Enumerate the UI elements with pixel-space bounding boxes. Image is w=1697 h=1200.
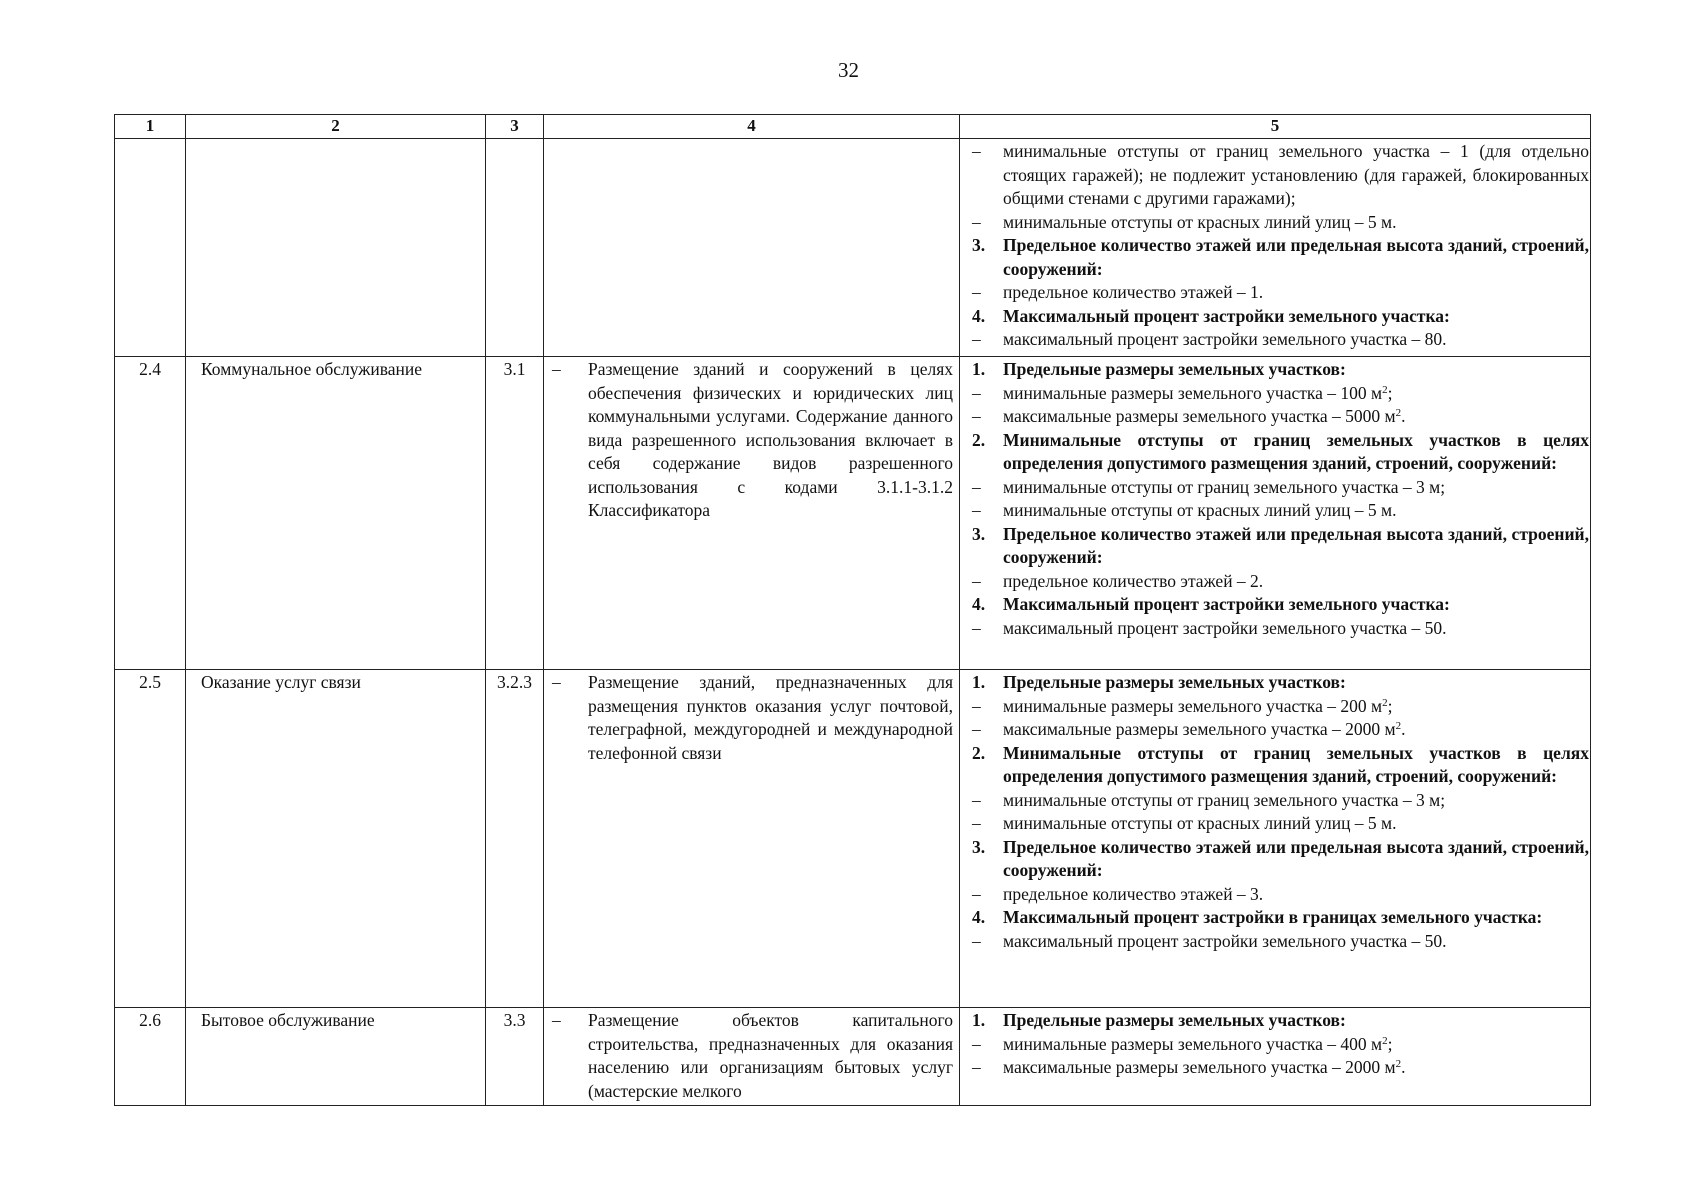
item-text-main: Минимальные отступы от границ земельных участков в целях определения допустимого размещения зданий, строений, сооружений: <box>1003 429 1589 473</box>
item-text-main: предельное количество этажей – 2. <box>1003 570 1264 591</box>
item-text-punctuation: . <box>1401 719 1406 739</box>
parameter-item <box>972 570 1589 594</box>
parameter-item <box>972 789 1589 813</box>
parameter-item <box>972 617 1589 641</box>
description-text: Размещение зданий, предназначенных для размещения пунктов оказания услуг почтовой, телеграфной, междугородней и международной телефонной связи <box>588 672 953 763</box>
parameter-item <box>972 405 1589 429</box>
parameter-item <box>972 281 1589 305</box>
item-text-main: Предельные размеры земельных участков: <box>1003 1010 1346 1030</box>
item-dash: – <box>972 883 981 904</box>
item-text-main: максимальный процент застройки земельного участка – 50. <box>1003 617 1447 638</box>
item-text <box>1003 593 1589 617</box>
item-text <box>1003 305 1589 329</box>
table-header-row <box>115 115 1591 139</box>
item-text-main: максимальные размеры земельного участка – 2000 м <box>1003 1057 1396 1077</box>
item-text-main: минимальные отступы от границ земельного участка – 3 м; <box>1003 476 1446 497</box>
item-text <box>1003 930 1589 954</box>
unit-superscript: 2 <box>1395 720 1402 732</box>
item-dash: – <box>972 719 981 739</box>
parameters-cell <box>960 670 1591 1008</box>
item-dash: – <box>972 476 981 497</box>
parameters-cell <box>960 139 1591 357</box>
item-text <box>1003 1056 1589 1080</box>
parameter-item <box>972 211 1589 235</box>
item-text-main: Максимальный процент застройки земельного участка: <box>1003 594 1450 614</box>
item-text <box>1003 1009 1589 1033</box>
parameter-item <box>972 1033 1589 1057</box>
use-description <box>544 357 960 670</box>
use-description <box>544 139 960 357</box>
parameter-item <box>972 695 1589 719</box>
unit-superscript: 2 <box>1395 1058 1402 1070</box>
item-text-main: Предельное количество этажей или предельная высота зданий, строений, сооружений: <box>1003 523 1589 567</box>
classifier-code <box>486 139 544 357</box>
item-dash: – <box>972 406 981 426</box>
item-text <box>1003 499 1589 523</box>
item-number: 4. <box>972 907 986 927</box>
item-dash: – <box>972 382 981 403</box>
item-text <box>1003 570 1589 594</box>
item-text-main: Максимальный процент застройки в границах земельного участка: <box>1003 907 1543 927</box>
use-type-name: Коммунальное обслуживание <box>186 357 486 670</box>
item-text-main: Предельное количество этажей или предельная высота зданий, строений, сооружений: <box>1003 235 1589 279</box>
parameter-item <box>972 718 1589 742</box>
parameters-cell <box>960 1008 1591 1106</box>
item-text-main: минимальные отступы от красных линий улиц – 5 м. <box>1003 813 1397 833</box>
item-text <box>1003 883 1589 907</box>
item-text-punctuation: ; <box>1387 695 1393 716</box>
item-text <box>1003 789 1589 813</box>
item-dash: – <box>972 329 981 349</box>
item-dash: – <box>972 211 981 232</box>
item-text-main: максимальный процент застройки земельного участка – 80. <box>1003 329 1447 349</box>
item-number: 4. <box>972 305 986 326</box>
item-dash: – <box>972 813 981 833</box>
item-number: 4. <box>972 594 986 614</box>
table-row <box>115 357 1591 670</box>
item-text <box>1003 617 1589 641</box>
item-text-main: Предельное количество этажей или предельная высота зданий, строений, сооружений: <box>1003 836 1589 880</box>
parameter-heading <box>972 906 1589 930</box>
item-text-main: Максимальный процент застройки земельного участка: <box>1003 305 1450 326</box>
item-text <box>1003 358 1589 382</box>
parameter-item <box>972 382 1589 406</box>
item-text <box>1003 476 1589 500</box>
parameter-item <box>972 328 1589 352</box>
parameters-cell <box>960 357 1591 670</box>
item-text-punctuation: ; <box>1387 1033 1393 1054</box>
parameter-heading <box>972 523 1589 570</box>
item-number: 2. <box>972 742 986 763</box>
item-text-main: предельное количество этажей – 3. <box>1003 883 1264 904</box>
parameter-item <box>972 930 1589 954</box>
parameter-item <box>972 476 1589 500</box>
item-text <box>1003 281 1589 305</box>
item-text-main: максимальные размеры земельного участка – 2000 м <box>1003 719 1396 739</box>
item-dash: – <box>972 930 981 951</box>
description-text: Размещение зданий и сооружений в целях обеспечения физических и юридических лиц коммунальными услугами. Содержание данного вида разрешенного использования включает в себя содержание видов разрешенного использования с кодами 3.1.1-3.1.2 Классификатора <box>588 359 953 520</box>
unit-superscript: 2 <box>1382 1034 1388 1047</box>
use-type-name: Оказание услуг связи <box>186 670 486 1008</box>
header-col-1: 1 <box>115 115 186 139</box>
item-number: 3. <box>972 836 986 857</box>
item-text-punctuation: . <box>1401 1057 1406 1077</box>
description-dash: – <box>552 1010 561 1030</box>
item-dash: – <box>972 695 981 716</box>
item-text <box>1003 836 1589 883</box>
item-text-main: максимальные размеры земельного участка – 5000 м <box>1003 406 1396 426</box>
table-row <box>115 1008 1591 1106</box>
unit-superscript: 2 <box>1382 696 1388 709</box>
parameter-heading <box>972 429 1589 476</box>
item-text <box>1003 718 1589 742</box>
item-text-main: минимальные размеры земельного участка – 400 м <box>1003 1033 1383 1054</box>
parameter-item <box>972 1056 1589 1080</box>
item-text-main: предельное количество этажей – 1. <box>1003 282 1264 302</box>
item-text <box>1003 328 1589 352</box>
parameter-heading <box>972 742 1589 789</box>
description-dash: – <box>552 359 561 379</box>
item-text <box>1003 429 1589 476</box>
parameter-heading <box>972 1009 1589 1033</box>
item-text-main: Минимальные отступы от границ земельных участков в целях определения допустимого размещения зданий, строений, сооружений: <box>1003 742 1589 786</box>
use-type-name: Бытовое обслуживание <box>186 1008 486 1106</box>
item-text <box>1003 523 1589 570</box>
item-text <box>1003 382 1589 406</box>
item-text-main: минимальные отступы от границ земельного участка – 1 (для отдельно стоящих гаражей); не подлежит установлению (для гаражей, блокированных общими стенами с другими гаражами); <box>1003 141 1589 208</box>
item-text-main: максимальный процент застройки земельного участка – 50. <box>1003 930 1447 951</box>
unit-superscript: 2 <box>1382 383 1388 396</box>
item-number: 3. <box>972 523 986 544</box>
classifier-code: 3.1 <box>486 357 544 670</box>
row-number <box>115 139 186 357</box>
page-number: 32 <box>838 58 859 82</box>
parameter-heading <box>972 234 1589 281</box>
row-number: 2.6 <box>115 1008 186 1106</box>
item-text-main: минимальные отступы от границ земельного участка – 3 м; <box>1003 789 1446 810</box>
header-col-4: 4 <box>544 115 960 139</box>
row-number: 2.5 <box>115 670 186 1008</box>
parameter-item <box>972 883 1589 907</box>
item-text <box>1003 211 1589 235</box>
classifier-code: 3.3 <box>486 1008 544 1106</box>
item-dash: – <box>972 1057 981 1077</box>
item-dash: – <box>972 141 981 161</box>
use-description <box>544 670 960 1008</box>
row-number: 2.4 <box>115 357 186 670</box>
description-dash: – <box>552 672 561 692</box>
parameter-heading <box>972 305 1589 329</box>
item-text <box>1003 695 1589 719</box>
item-text-main: минимальные размеры земельного участка – 200 м <box>1003 695 1383 716</box>
item-dash: – <box>972 1033 981 1054</box>
unit-superscript: 2 <box>1395 407 1402 419</box>
parameter-heading <box>972 836 1589 883</box>
header-col-5: 5 <box>960 115 1591 139</box>
item-dash: – <box>972 500 981 520</box>
parameter-heading <box>972 671 1589 695</box>
parameter-heading <box>972 593 1589 617</box>
item-number: 1. <box>972 359 986 379</box>
parameter-item <box>972 812 1589 836</box>
item-text <box>1003 906 1589 930</box>
use-description <box>544 1008 960 1106</box>
item-dash: – <box>972 789 981 810</box>
header-col-3: 3 <box>486 115 544 139</box>
description-text: Размещение объектов капитального строительства, предназначенных для оказания населению или организациям бытовых услуг (мастерские мелкого <box>588 1010 953 1101</box>
item-text-main: минимальные размеры земельного участка – 100 м <box>1003 382 1383 403</box>
item-text-main: минимальные отступы от красных линий улиц – 5 м. <box>1003 211 1397 232</box>
item-dash: – <box>972 617 981 638</box>
item-text <box>1003 742 1589 789</box>
item-text-punctuation: ; <box>1387 382 1393 403</box>
header-col-2: 2 <box>186 115 486 139</box>
table-row <box>115 670 1591 1008</box>
item-number: 3. <box>972 235 986 255</box>
parameter-item <box>972 140 1589 211</box>
item-text <box>1003 234 1589 281</box>
table-row <box>115 139 1591 357</box>
item-text <box>1003 812 1589 836</box>
item-text <box>1003 1033 1589 1057</box>
item-number: 2. <box>972 429 986 450</box>
item-text <box>1003 671 1589 695</box>
parameter-heading <box>972 358 1589 382</box>
item-text-main: Предельные размеры земельных участков: <box>1003 672 1346 692</box>
item-text-punctuation: . <box>1401 406 1406 426</box>
item-number: 1. <box>972 1010 986 1030</box>
item-dash: – <box>972 282 981 302</box>
item-dash: – <box>972 570 981 591</box>
parameter-item <box>972 499 1589 523</box>
item-text-main: Предельные размеры земельных участков: <box>1003 359 1346 379</box>
regulations-table <box>114 114 1591 1106</box>
item-text <box>1003 405 1589 429</box>
use-type-name <box>186 139 486 357</box>
classifier-code: 3.2.3 <box>486 670 544 1008</box>
item-text <box>1003 140 1589 211</box>
item-number: 1. <box>972 672 986 692</box>
item-text-main: минимальные отступы от красных линий улиц – 5 м. <box>1003 500 1397 520</box>
